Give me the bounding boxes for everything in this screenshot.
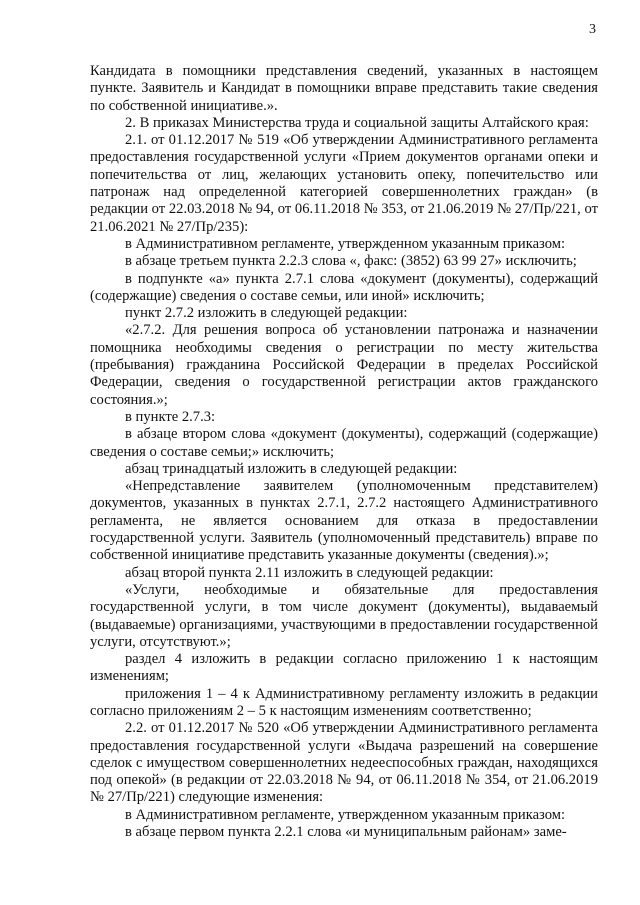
paragraph: абзац тринадцатый изложить в следующей редакции: [125, 460, 458, 477]
paragraph: «Непредставление заявителем (уполномоченным представителем) документов, указанных в пунктах 2.7.1, 2.7.2 настоящего Административного регламента, не является основанием для отказа в предоставлении государственной услуги. Заявитель (уполномоченный представитель) вправе по собственной инициативе представить указанные документы (сведения).»; [90, 478, 598, 564]
paragraph: раздел 4 изложить в редакции согласно приложению 1 к настоящим изменениям; [90, 651, 598, 685]
paragraph: «2.7.2. Для решения вопроса об установлении патронажа и назначении помощника необходимы сведения о регистрации по месту жительства (пребывания) гражданина Российской Федерации в пределах Российской Федерации, сведения о государственной регистрации актов гражданского состояния.»; [90, 322, 598, 408]
paragraph: в Административном регламенте, утвержденном указанным приказом: [125, 806, 566, 823]
paragraph: Кандидата в помощники представления сведений, указанных в настоящем пункте. Заявитель и Кандидат в помощники вправе представить такие сведения по собственной инициативе.». [90, 63, 598, 114]
document-body [90, 63, 598, 841]
paragraph: приложения 1 – 4 к Административному регламенту изложить в редакции согласно приложениям 2 – 5 к настоящим изменениям соответственно; [90, 685, 598, 719]
paragraph: в подпункте «а» пункта 2.7.1 слова «документ (документы), содержащий (содержащие) сведения о составе семьи, или иной» исключить; [90, 270, 598, 304]
paragraph: в пункте 2.7.3: [125, 408, 216, 425]
paragraph: 2.1. от 01.12.2017 № 519 «Об утверждении Административного регламента предоставления государственной услуги «Прием документов органами опеки и попечительства от лиц, желающих установить опеку, попечительство или патронаж над определенной категорией совершеннолетних граждан» (в редакции от 22.03.2018 № 94, от 06.11.2018 № 353, от 21.06.2019 № 27/Пр/221, от 21.06.2021 № 27/Пр/235): [90, 132, 598, 235]
paragraph: 2.2. от 01.12.2017 № 520 «Об утверждении Административного регламента предоставления государственной услуги «Выдача разрешений на совершение сделок с имуществом совершеннолетних недееспособных граждан, находящихся под опекой» (в редакции от 22.03.2018 № 94, от 06.11.2018 № 354, от 21.06.2019 № 27/Пр/221) следующие изменения: [90, 720, 598, 806]
paragraph: пункт 2.7.2 изложить в следующей редакции: [125, 305, 408, 322]
page-number: 3 [589, 22, 596, 37]
paragraph: абзац второй пункта 2.11 изложить в следующей редакции: [125, 564, 494, 581]
paragraph: в абзаце третьем пункта 2.2.3 слова «, факс: (3852) 63 99 27» исключить; [125, 253, 577, 270]
paragraph: в абзаце первом пункта 2.2.1 слова «и муниципальным районам» заме- [125, 824, 567, 841]
paragraph: «Услуги, необходимые и обязательные для предоставления государственной услуги, в том числе документ (документы), выдаваемый (выдаваемые) организациями, участвующими в предоставлении государственной услуги, отсутствуют.»; [90, 581, 598, 650]
paragraph: 2. В приказах Министерства труда и социальной защиты Алтайского края: [125, 114, 589, 131]
paragraph: в абзаце втором слова «документ (документы), содержащий (содержащие) сведения о составе семьи;» исключить; [90, 426, 598, 460]
paragraph: в Административном регламенте, утвержденном указанным приказом: [125, 235, 566, 252]
